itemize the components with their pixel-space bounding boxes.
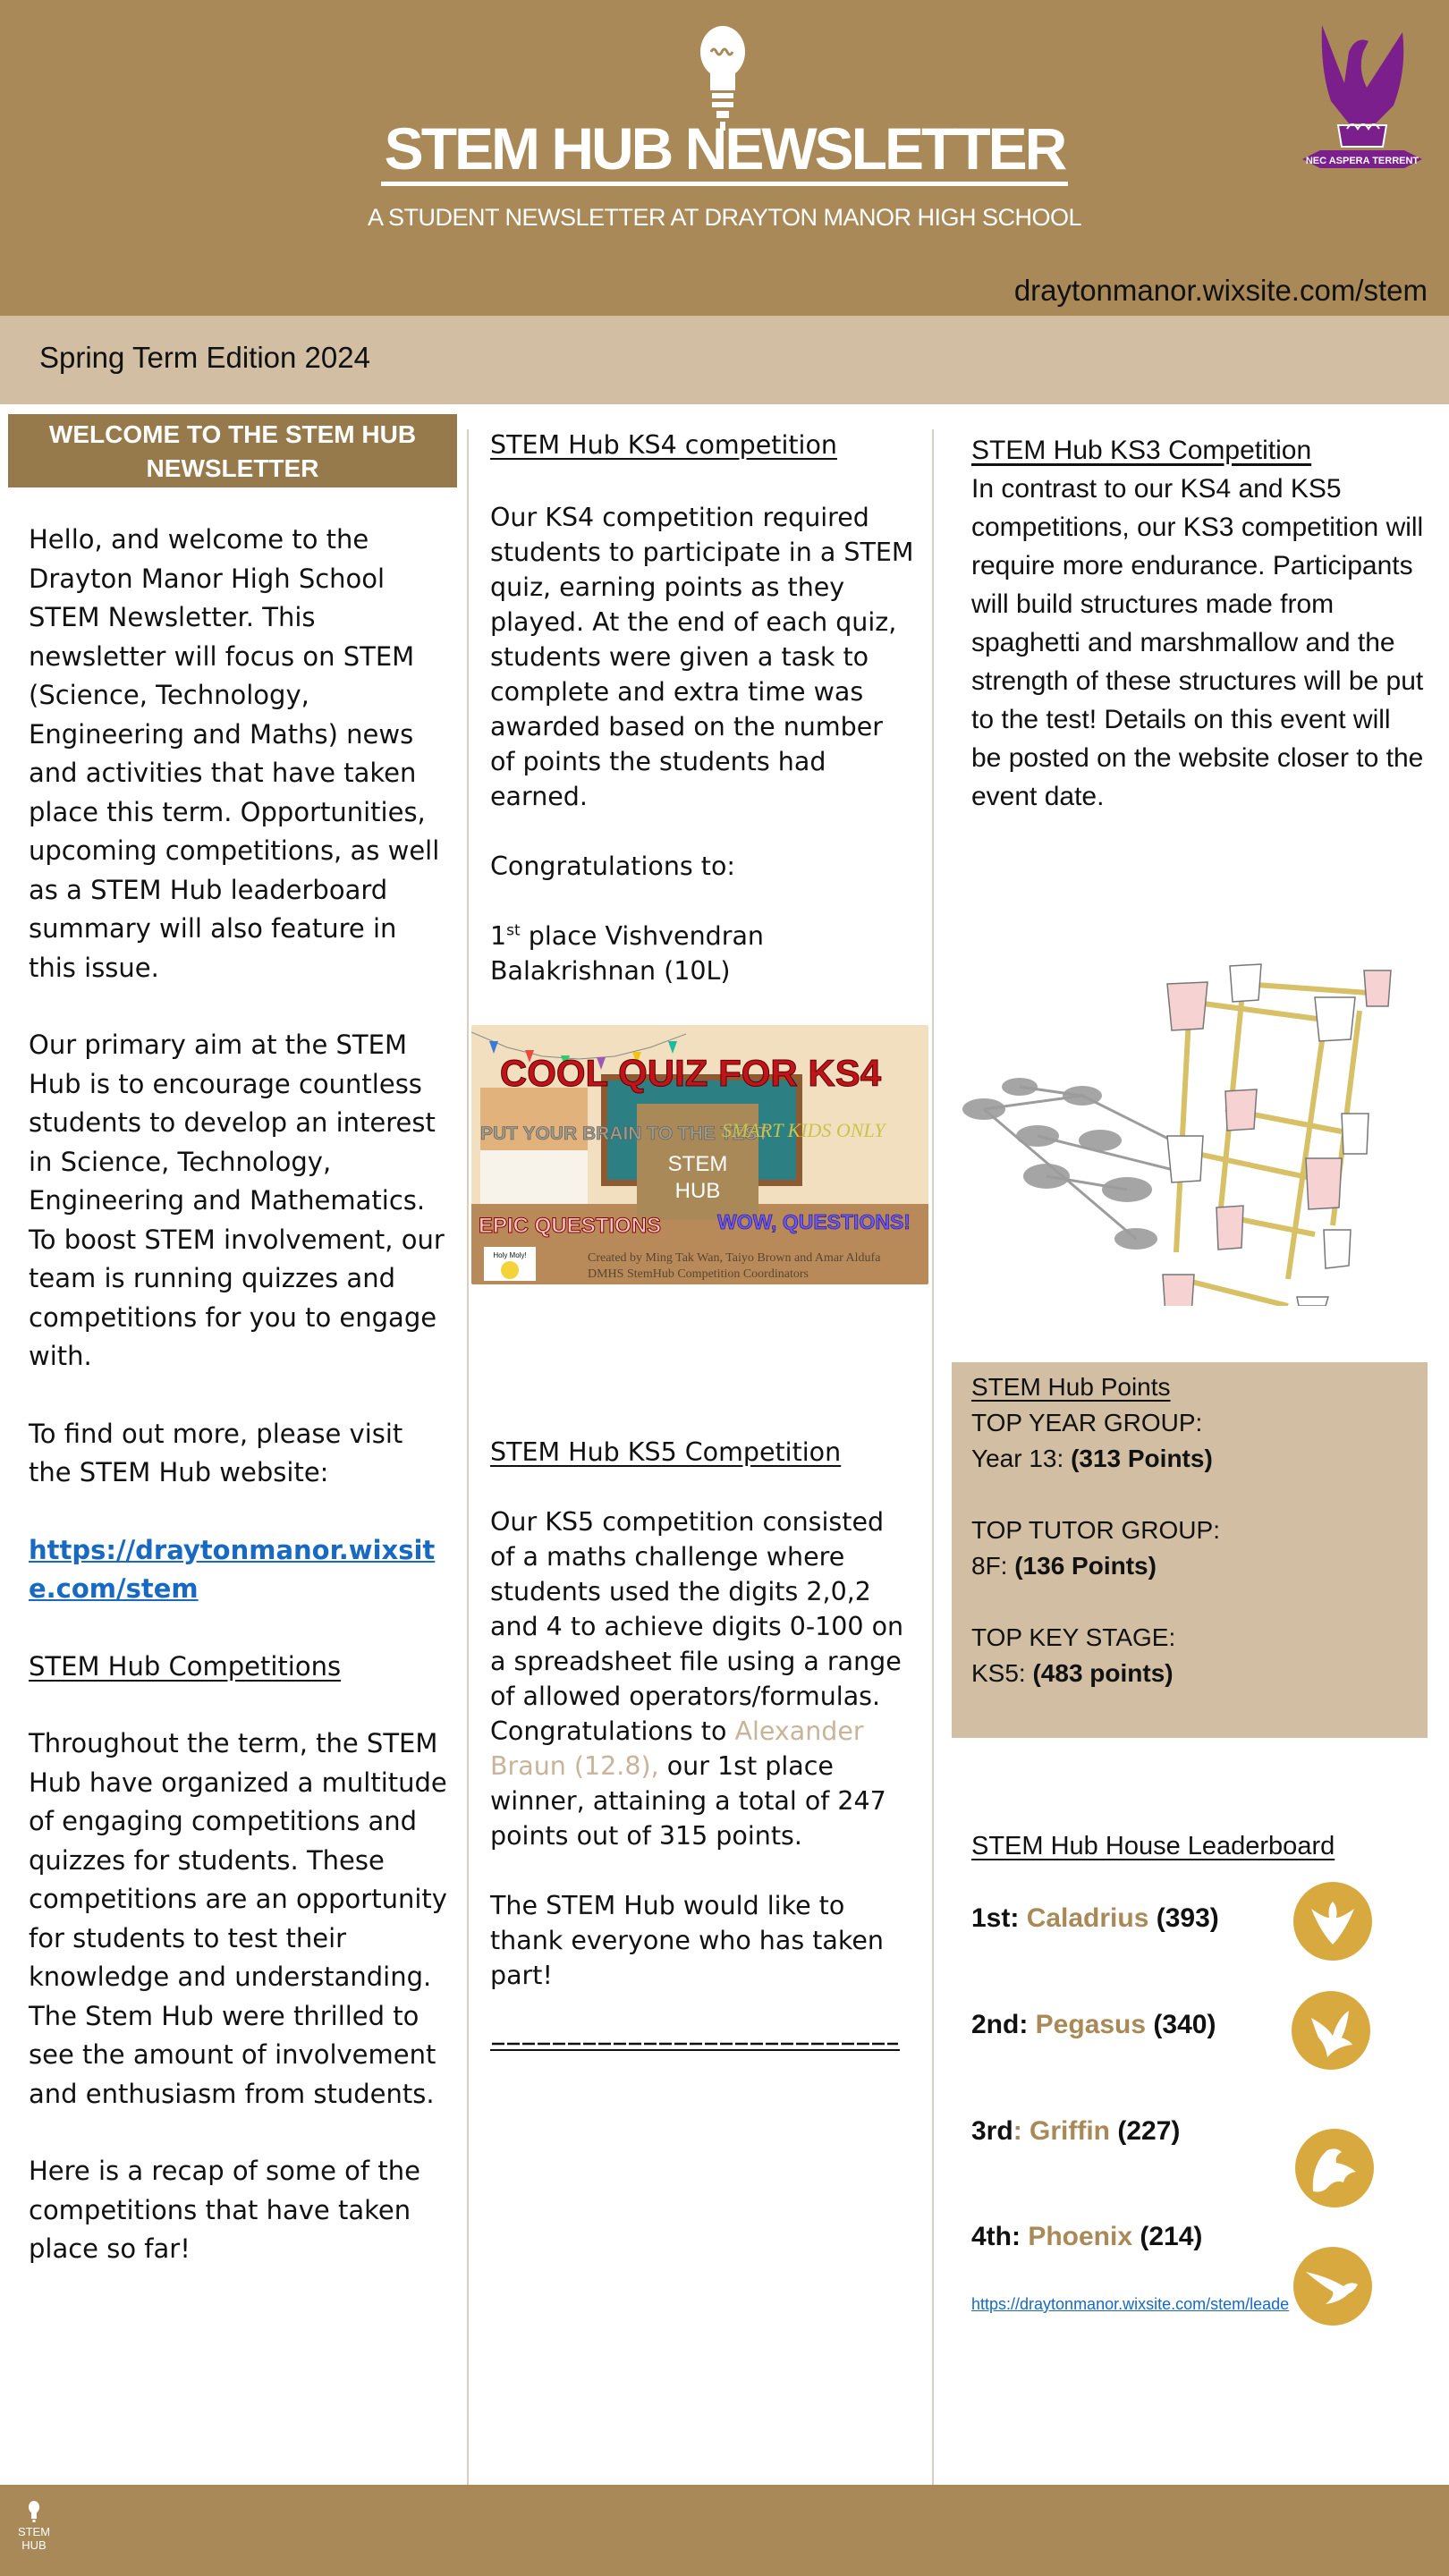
quiz-board-stem: STEM bbox=[667, 1152, 728, 1176]
aim-paragraph: Our primary aim at the STEM Hub is to encourage countless students to develop an interest in Science, Technology, Engineering and Mathematics. To boost STEM involvement, our team is running quizzes and competitions for you to engage with. bbox=[29, 1030, 445, 1371]
quiz-title: COOL QUIZ FOR KS4 bbox=[499, 1052, 882, 1094]
quiz-wow: WOW, QUESTIONS! bbox=[717, 1210, 911, 1233]
leaderboard-heading: STEM Hub House Leaderboard bbox=[971, 1832, 1335, 1860]
stem-hub-points-panel bbox=[952, 1362, 1428, 1738]
masthead bbox=[0, 0, 1449, 316]
top-tutor-value: 8F: (136 Points) bbox=[971, 1552, 1157, 1580]
ks5-section bbox=[490, 1435, 914, 1993]
edition-bar bbox=[0, 316, 1449, 404]
leaderboard-link[interactable]: https://draytonmanor.wixsite.com/stem/leade bbox=[971, 2295, 1290, 2313]
ks3-section bbox=[971, 431, 1428, 816]
crest-motto: NEC ASPERA TERRENT bbox=[1305, 156, 1419, 166]
ks4-section bbox=[490, 428, 914, 988]
pegasus-icon bbox=[1292, 1991, 1370, 2070]
quiz-smart: SMART KIDS ONLY bbox=[722, 1119, 886, 1141]
leaderboard-row: 1st: Caladrius (393) bbox=[971, 1903, 1219, 1933]
phoenix-crest-icon bbox=[1295, 16, 1429, 181]
stem-hub-link[interactable]: https://draytonmanor.wixsite.com/stem bbox=[29, 1534, 436, 1604]
ks4-heading: STEM Hub KS4 competition bbox=[490, 430, 837, 460]
column-divider bbox=[932, 429, 934, 2485]
recap-paragraph: Here is a recap of some of the competitions that have taken place so far! bbox=[29, 2156, 420, 2264]
ks5-paragraph: Our KS5 competition consisted of a maths challenge where students used the digits 2,0,2 and 4 to achieve digits 0-100 on a spreadsheet file using a range of allowed operators/formulas. Congratulations to Alexander Braun (12.8), our 1st place winner, attaining a total of 247 points out of 315 points. bbox=[490, 1507, 904, 1851]
griffin-icon bbox=[1295, 2129, 1374, 2207]
quiz-epic: EPIC QUESTIONS bbox=[479, 1214, 662, 1238]
caladrius-icon bbox=[1293, 1882, 1372, 1961]
section-divider bbox=[490, 2041, 900, 2052]
intro-paragraph: Hello, and welcome to the Drayton Manor High School STEM Newsletter. This newsletter will focus on STEM (Science, Technology, Engineering and Maths) news and activities that have taken place this term. Opportunities, upcoming competitions, as well as a STEM Hub leaderboard summary will also feature in this issue. bbox=[29, 524, 440, 983]
leaderboard-row: 4th: Phoenix (214) bbox=[971, 2222, 1203, 2251]
congrats-label: Congratulations to: bbox=[490, 852, 736, 881]
stem-hub-footer-logo: STEM HUB bbox=[13, 2501, 55, 2560]
column-divider bbox=[467, 429, 469, 2485]
top-key-stage-value: KS5: (483 points) bbox=[971, 1659, 1174, 1687]
website-url[interactable]: draytonmanor.wixsite.com/stem bbox=[1013, 274, 1428, 307]
leaderboard-row: 3rd: Griffin (227) bbox=[971, 2116, 1181, 2146]
quiz-holy: Holy Moly! bbox=[493, 1251, 527, 1259]
left-column bbox=[29, 521, 449, 2269]
competitions-paragraph: Throughout the term, the STEM Hub have organized a multitude of engaging competitions and quizzes for students. These competitions are an opportunity for students to test their knowledge and understanding. The Stem Hub were thrilled to see the amount of involvement and enthusiasm from students. bbox=[29, 1728, 447, 2109]
leaderboard-row: 2nd: Pegasus (340) bbox=[971, 2010, 1216, 2039]
phoenix-icon bbox=[1293, 2247, 1372, 2326]
top-key-stage-label: TOP KEY STAGE: bbox=[971, 1623, 1176, 1651]
footer bbox=[0, 2485, 1449, 2576]
quiz-tagline: PUT YOUR BRAIN TO THE TEST bbox=[480, 1123, 769, 1144]
quiz-credits-2: DMHS StemHub Competition Coordinators bbox=[588, 1267, 809, 1281]
ks3-paragraph: In contrast to our KS4 and KS5 competitions, our KS3 competition will require more endurance. Participants will build structures made from spaghetti and marshmallow and the strength of these structures will be put to the test! Details on this event will be posted on the website closer to the event date. bbox=[971, 474, 1424, 811]
ks4-winner: 1st place Vishvendran Balakrishnan (10L) bbox=[490, 921, 764, 986]
top-year-value: Year 13: (313 Points) bbox=[971, 1445, 1213, 1472]
top-tutor-label: TOP TUTOR GROUP: bbox=[971, 1516, 1220, 1544]
quiz-board-hub: HUB bbox=[674, 1179, 721, 1203]
quiz-credits: Created by Ming Tak Wan, Taiyo Brown and Amar Aldufa bbox=[588, 1251, 881, 1265]
ks4-paragraph: Our KS4 competition required students to participate in a STEM quiz, earning points as they played. At the end of each quiz, students were given a task to complete and extra time was awarded based on the number of points the students had earned. bbox=[490, 503, 914, 811]
points-heading: STEM Hub Points bbox=[971, 1373, 1171, 1401]
newsletter-title: STEM HUB NEWSLETTER bbox=[0, 114, 1449, 182]
welcome-heading: WELCOME TO THE STEM HUB NEWSLETTER bbox=[8, 414, 457, 487]
lightbulb-icon bbox=[27, 2501, 41, 2522]
ks4-quiz-poster bbox=[471, 1025, 928, 1284]
newsletter-subtitle: A STUDENT NEWSLETTER AT DRAYTON MANOR HIGH SCHOOL bbox=[367, 204, 1082, 231]
find-out-paragraph: To find out more, please visit the STEM Hub website: bbox=[29, 1418, 403, 1487]
ks3-heading: STEM Hub KS3 Competition bbox=[971, 436, 1312, 465]
ks5-winner: Alexander Braun (12.8), bbox=[490, 1716, 864, 1781]
spaghetti-structure-image bbox=[948, 930, 1413, 1306]
thanks-paragraph: The STEM Hub would like to thank everyone who has taken part! bbox=[490, 1891, 884, 1990]
competitions-heading: STEM Hub Competitions bbox=[29, 1650, 342, 1682]
top-year-label: TOP YEAR GROUP: bbox=[971, 1409, 1203, 1436]
edition-label: Spring Term Edition 2024 bbox=[39, 341, 370, 374]
ks5-heading: STEM Hub KS5 Competition bbox=[490, 1437, 842, 1467]
